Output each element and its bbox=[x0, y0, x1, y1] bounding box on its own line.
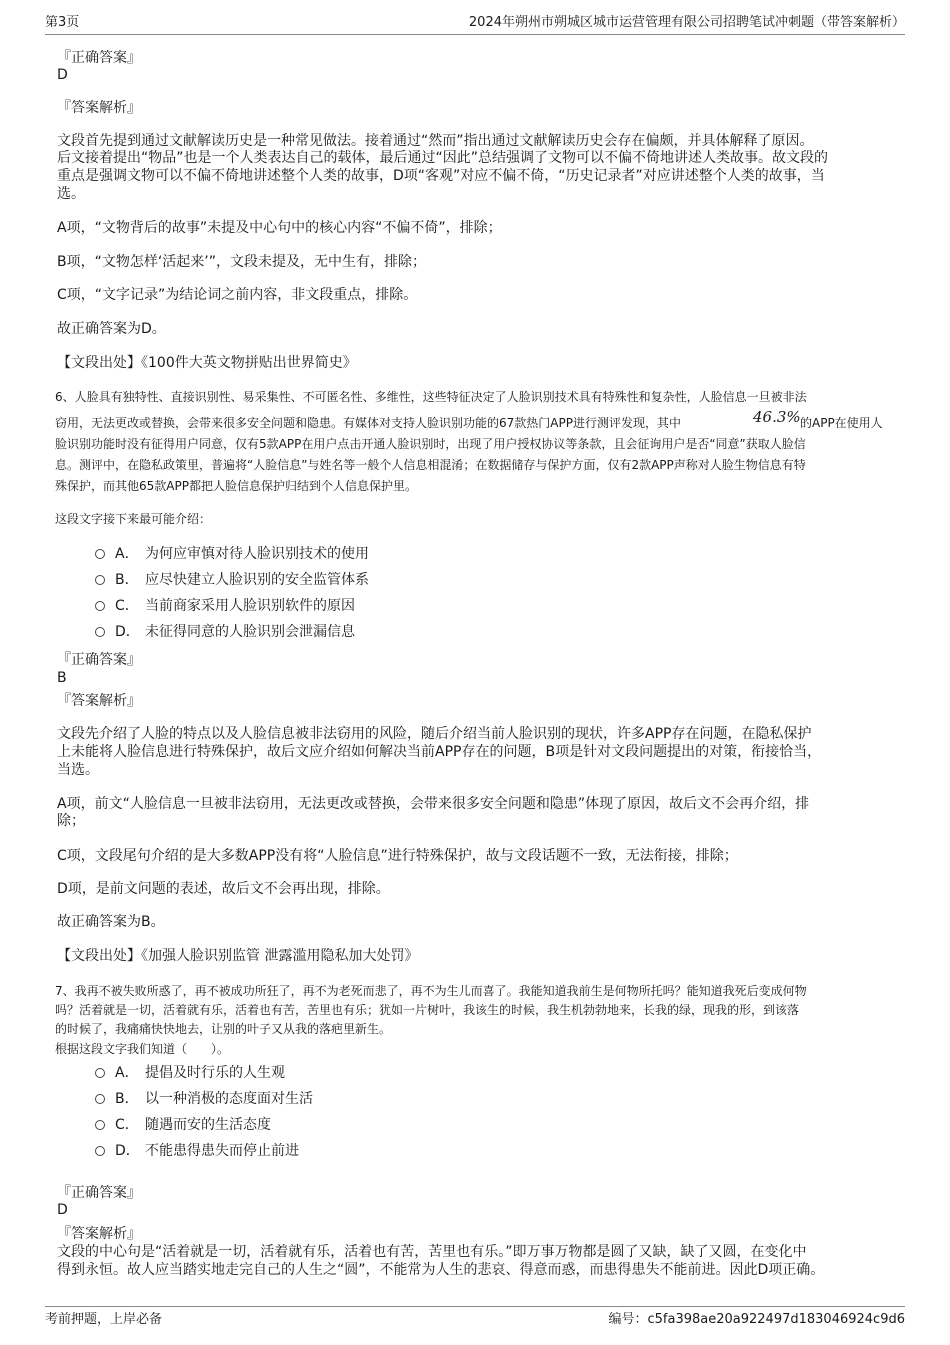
analysis-line: 文段首先提到通过文献解读历史是一种常见做法。接着通过“然而”指出通过文献解读历史会存在偏颇，并具体解释了原因。 bbox=[57, 133, 814, 149]
option-b[interactable]: B． 以一种消极的态度面对生活 bbox=[95, 1091, 313, 1108]
percent-value: 46.3% bbox=[753, 408, 801, 426]
analysis-line: 文段的中心句是“活着就是一切，活着就有乐，活着也有苦，苦里也有乐。”即万事万物都是圆了又缺，缺了又圆，在变化中 bbox=[57, 1244, 807, 1260]
conclusion: 故正确答案为D。 bbox=[57, 321, 166, 337]
document-id: 编号：c5fa398ae20a922497d183046924c9d6 bbox=[608, 1312, 905, 1327]
radio-icon[interactable] bbox=[95, 1068, 105, 1078]
radio-icon[interactable] bbox=[95, 601, 105, 611]
option-b[interactable]: B． 应尽快建立人脸识别的安全监管体系 bbox=[95, 572, 369, 589]
analysis-label: 『答案解析』 bbox=[57, 693, 141, 709]
analysis-line: 文段先介绍了人脸的特点以及人脸信息被非法窃用的风险，随后介绍当前人脸识别的现状，许多APP存在问题，在隐私保护 bbox=[57, 726, 812, 742]
option-c-analysis: C项，“文字记录”为结论词之前内容，非文段重点，排除。 bbox=[57, 287, 418, 303]
question-stem-line: 6、人脸具有独特性、直接识别性、易采集性、不可匿名性、多维性，这些特征决定了人脸识别技术具有特殊性和复杂性，人脸信息一旦被非法 bbox=[55, 390, 807, 404]
analysis-line: 得到永恒。故人应当踏实地走完自己的人生之“圆”，不能常为人生的悲哀、得意而惑，而患得患失不能前进。因此D项正确。 bbox=[57, 1262, 825, 1278]
option-d-analysis: D项，是前文问题的表述，故后文不会再出现，排除。 bbox=[57, 881, 390, 897]
question-stem-line: 殊保护，而其他65款APP都把人脸信息保护归结到个人信息保护里。 bbox=[55, 479, 417, 493]
option-c-analysis: C项，文段尾句介绍的是大多数APP没有将“人脸信息”进行特殊保护，故与文段话题不一致，无法衔接，排除； bbox=[57, 848, 738, 864]
page-header bbox=[45, 14, 905, 35]
conclusion: 故正确答案为B。 bbox=[57, 914, 165, 930]
source: 【文段出处】《加强人脸识别监管 泄露滥用隐私加大处罚》 bbox=[57, 948, 419, 964]
answer-label: 『正确答案』 bbox=[57, 1185, 141, 1201]
question-stem-line: 脸识别功能时没有征得用户同意，仅有5款APP在用户点击开通人脸识别时，出现了用户授权协议等条款，且会征询用户是否“同意”获取人脸信 bbox=[55, 437, 806, 451]
analysis-line: 上未能将人脸信息进行特殊保护，故后文应介绍如何解决当前APP存在的问题，B项是针对文段问题提出的对策，衔接恰当， bbox=[57, 744, 822, 760]
answer-label: 『正确答案』 bbox=[57, 50, 141, 66]
radio-icon[interactable] bbox=[95, 1094, 105, 1104]
option-a-analysis: A项，“文物背后的故事”未提及中心句中的核心内容“不偏不倚”，排除； bbox=[57, 220, 502, 236]
radio-icon[interactable] bbox=[95, 1146, 105, 1156]
analysis-line: 选。 bbox=[57, 186, 85, 202]
answer-value: B bbox=[57, 670, 67, 686]
option-b-analysis: B项，“文物怎样‘活起来’”，文段未提及，无中生有，排除； bbox=[57, 254, 427, 270]
option-c[interactable]: C． 当前商家采用人脸识别软件的原因 bbox=[95, 598, 355, 615]
source: 【文段出处】《100件大英文物拼贴出世界简史》 bbox=[57, 355, 357, 371]
radio-icon[interactable] bbox=[95, 1120, 105, 1130]
radio-icon[interactable] bbox=[95, 575, 105, 585]
page-number: 第3页 bbox=[45, 15, 80, 30]
option-a[interactable]: A． 提倡及时行乐的人生观 bbox=[95, 1065, 285, 1082]
radio-icon[interactable] bbox=[95, 627, 105, 637]
analysis-label: 『答案解析』 bbox=[57, 1226, 141, 1242]
footer-slogan: 考前押题，上岸必备 bbox=[45, 1312, 163, 1327]
option-a[interactable]: A． 为何应审慎对待人脸识别技术的使用 bbox=[95, 546, 369, 563]
answer-value: D bbox=[57, 1202, 68, 1218]
option-d[interactable]: D． 未征得同意的人脸识别会泄漏信息 bbox=[95, 624, 355, 641]
radio-icon[interactable] bbox=[95, 549, 105, 559]
question-stem-line: 7、我再不被失败所惑了，再不被成功所狂了，再不为老死而悲了，再不为生儿而喜了。我能知道我前生是何物所托吗？能知道我死后变成何物 bbox=[55, 984, 807, 998]
analysis-line: 后文接着提出“物品”也是一个人类表达自己的载体，最后通过“因此”总结强调了文物可以不偏不倚地讲述人类故事。故文段的 bbox=[57, 150, 829, 166]
option-d[interactable]: D． 不能患得患失而停止前进 bbox=[95, 1143, 299, 1160]
answer-value: D bbox=[57, 67, 68, 83]
question-stem-line: 窃用，无法更改或替换，会带来很多安全问题和隐患。有媒体对支持人脸识别功能的67款热门APP进行测评发现，其中 bbox=[55, 416, 681, 430]
question-prompt: 这段文字接下来最可能介绍： bbox=[55, 512, 212, 526]
question-stem-line: 息。测评中，在隐私政策里，普遍将“人脸信息”与姓名等一般个人信息相混淆；在数据储存与保护方面，仅有2款APP声称对人脸生物信息有特 bbox=[55, 458, 806, 472]
analysis-line: 当选。 bbox=[57, 762, 99, 778]
answer-label: 『正确答案』 bbox=[57, 652, 141, 668]
option-c[interactable]: C． 随遇而安的生活态度 bbox=[95, 1117, 271, 1134]
analysis-line: 重点是强调文物可以不偏不倚地讲述整个人类的故事，D项“客观”对应不偏不倚，“历史记录者”对应讲述整个人类的故事，当 bbox=[57, 168, 825, 184]
option-a-analysis: A项，前文“人脸信息一旦被非法窃用，无法更改或替换，会带来很多安全问题和隐患”体现了原因，故后文不会再介绍，排 bbox=[57, 796, 810, 812]
question-stem-line: 吗？活着就是一切，活着就有乐，活着也有苦，苦里也有乐；犹如一片树叶，我该生的时候，我生机勃勃地来，长我的绿，现我的形，到该落 bbox=[55, 1003, 800, 1017]
option-a-analysis: 除； bbox=[57, 813, 85, 829]
document-title: 2024年朔州市朔城区城市运营管理有限公司招聘笔试冲刺题（带答案解析） bbox=[468, 15, 905, 30]
page-footer bbox=[45, 1306, 905, 1331]
question-stem-line: 的时候了，我痛痛快快地去，让别的叶子又从我的落疤里新生。 bbox=[55, 1022, 392, 1036]
analysis-label: 『答案解析』 bbox=[57, 100, 141, 116]
question-prompt: 根据这段文字我们知道（ ）。 bbox=[55, 1042, 230, 1056]
question-stem-line: 的APP在使用人 bbox=[800, 416, 883, 430]
